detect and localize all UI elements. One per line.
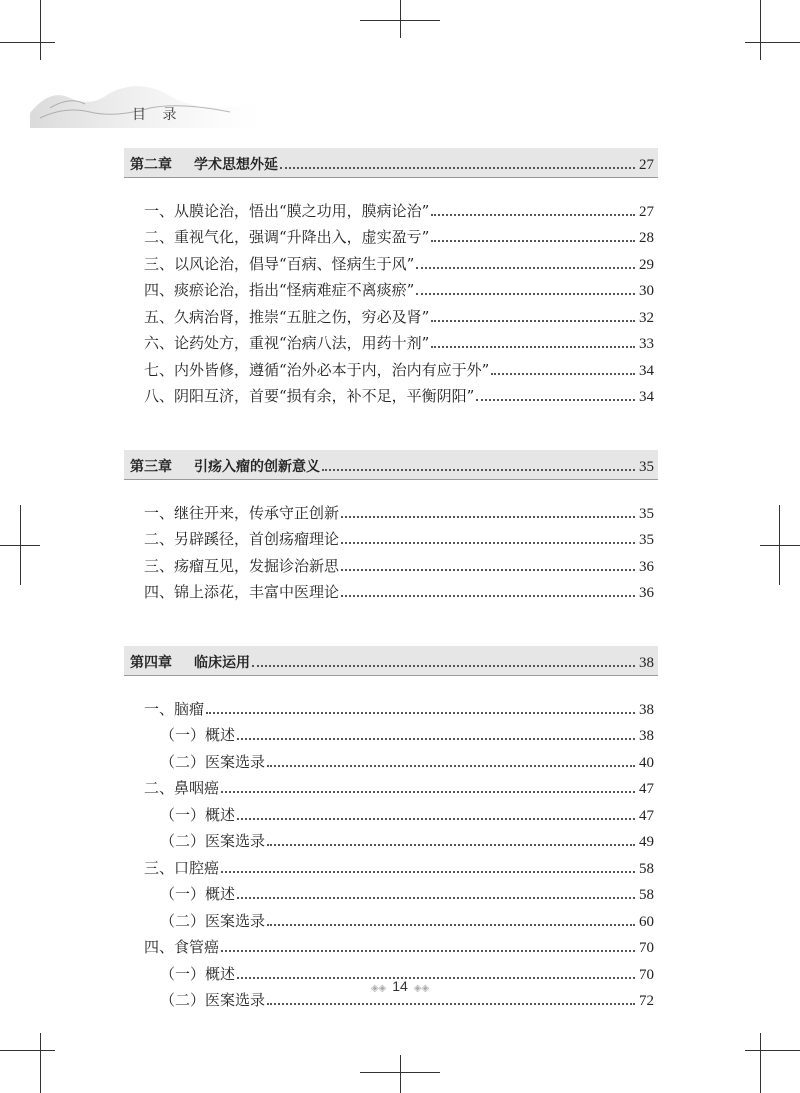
page-ref: 35 — [639, 532, 654, 548]
page-ref: 36 — [639, 558, 654, 575]
leader-dots — [431, 346, 635, 348]
page-ref: 28 — [639, 230, 654, 246]
leader-dots — [206, 712, 635, 714]
crop-mark — [760, 545, 800, 546]
page-number: 14 — [392, 978, 408, 994]
page-footer — [0, 978, 800, 994]
entry-title: 二、鼻咽癌 — [144, 779, 220, 797]
entry-title: （一）概述 — [160, 726, 236, 744]
page-ref: 34 — [639, 362, 654, 379]
entry-title: （一）概述 — [160, 885, 236, 903]
toc-entry[interactable] — [124, 878, 658, 905]
entry-title: 三、口腔癌 — [144, 858, 220, 877]
page-ref: 27 — [639, 203, 654, 220]
chapter-label: 第三章 — [130, 459, 172, 475]
leader-dots — [221, 950, 635, 952]
leader-dots — [416, 293, 635, 295]
entry-title: （二）医案选录 — [160, 752, 266, 771]
toc-entry[interactable] — [124, 745, 658, 772]
toc-entry[interactable] — [124, 194, 658, 221]
crop-mark — [0, 545, 40, 546]
toc-entry[interactable] — [124, 851, 658, 878]
page-ref: 27 — [639, 157, 654, 173]
toc-entry[interactable] — [124, 221, 658, 248]
toc-entry[interactable] — [124, 798, 658, 825]
toc-entry[interactable] — [124, 380, 658, 407]
leader-dots — [267, 765, 635, 767]
leader-dots — [476, 399, 635, 401]
leader-dots — [431, 240, 635, 242]
leader-dots — [267, 924, 635, 926]
crop-mark — [745, 42, 800, 43]
entry-title: （二）医案选录 — [160, 991, 266, 1009]
page-ref: 49 — [639, 834, 654, 850]
entry-title: 一、从膜论治，悟出“膜之功用，膜病论治” — [144, 201, 430, 220]
entry-title: 三、疡瘤互见，发掘诊治新思 — [144, 556, 340, 575]
entry-title: （二）医案选录 — [160, 911, 266, 930]
header-title: 目 录 — [132, 107, 183, 123]
leader-dots — [252, 665, 635, 667]
table-of-contents — [124, 148, 658, 1010]
toc-entry[interactable] — [124, 274, 658, 301]
entry-title: （二）医案选录 — [160, 832, 266, 850]
toc-entry[interactable] — [124, 719, 658, 746]
chapter-title: 临床运用 — [194, 655, 250, 671]
leader-dots — [237, 897, 635, 899]
page-ref: 30 — [639, 283, 654, 299]
leader-dots — [341, 516, 635, 518]
entry-title: 六、论药处方，重视“治病八法，用药十剂” — [144, 334, 430, 352]
page-ref: 32 — [639, 309, 654, 326]
entry-title: 四、锦上添花，丰富中医理论 — [144, 583, 340, 601]
leader-dots — [267, 844, 635, 846]
page-ref: 33 — [639, 336, 654, 352]
page-ref: 38 — [639, 701, 654, 718]
entry-title: 四、痰瘀论治，指出“怪病难症不离痰瘀” — [144, 281, 415, 299]
crop-mark — [0, 1050, 55, 1051]
leader-dots — [341, 595, 635, 597]
page-ref: 34 — [639, 389, 654, 405]
toc-entry[interactable] — [124, 576, 658, 603]
leader-dots — [431, 320, 635, 322]
crop-mark — [400, 0, 401, 38]
toc-entry[interactable] — [124, 247, 658, 274]
leader-dots — [280, 167, 635, 169]
toc-entry[interactable] — [124, 300, 658, 327]
entry-title: 一、脑瘤 — [144, 699, 205, 718]
toc-entry[interactable] — [124, 931, 658, 958]
entry-title: 四、食管癌 — [144, 938, 220, 956]
leader-dots — [491, 373, 635, 375]
entry-title: 八、阴阳互济，首要“损有余，补不足，平衡阴阳” — [144, 387, 475, 405]
toc-entry[interactable] — [124, 327, 658, 354]
entry-title: 五、久病治肾，推崇“五脏之伤，穷必及肾” — [144, 307, 430, 326]
crop-mark — [40, 0, 41, 60]
page-ref: 35 — [639, 505, 654, 522]
toc-entry[interactable] — [124, 496, 658, 523]
entry-title: （一）概述 — [160, 805, 236, 824]
chapter-heading[interactable] — [124, 450, 658, 480]
crop-mark — [760, 1033, 761, 1093]
entry-title: 七、内外皆修，遵循“治外必本于内，治内有应于外” — [144, 360, 490, 379]
toc-entry[interactable] — [124, 523, 658, 550]
chapter-label: 第二章 — [130, 157, 172, 173]
ornament-icon: ◈◈ — [413, 983, 430, 994]
entry-title: （一）概述 — [160, 964, 236, 983]
toc-entry[interactable] — [124, 692, 658, 719]
leader-dots — [237, 738, 635, 740]
page-ref: 70 — [639, 966, 654, 983]
toc-entry[interactable] — [124, 549, 658, 576]
chapter-heading[interactable] — [124, 646, 658, 676]
crop-mark — [0, 42, 55, 43]
crop-mark — [745, 1050, 800, 1051]
crop-mark — [360, 20, 440, 21]
crop-mark — [760, 0, 761, 60]
toc-entry[interactable] — [124, 772, 658, 799]
crop-mark — [400, 1055, 401, 1093]
page-ref: 29 — [639, 256, 654, 273]
page-ref: 35 — [639, 459, 654, 475]
chapter-heading[interactable] — [124, 148, 658, 178]
leader-dots — [341, 542, 635, 544]
page-ref: 72 — [639, 993, 654, 1009]
leader-dots — [221, 871, 635, 873]
leader-dots — [322, 469, 635, 471]
page-ref: 47 — [639, 807, 654, 824]
toc-entry[interactable] — [124, 353, 658, 380]
page-ref: 40 — [639, 754, 654, 771]
leader-dots — [237, 818, 635, 820]
leader-dots — [267, 1003, 635, 1005]
page-ref: 36 — [639, 585, 654, 601]
chapter-title: 引疡入瘤的创新意义 — [194, 459, 320, 475]
leader-dots — [416, 267, 635, 269]
entry-title: 一、继往开来，传承守正创新 — [144, 503, 340, 522]
toc-entry[interactable] — [124, 825, 658, 852]
page-ref: 70 — [639, 940, 654, 956]
ornament-icon: ◈◈ — [370, 983, 387, 994]
leader-dots — [431, 214, 635, 216]
chapter-label: 第四章 — [130, 655, 172, 671]
page-ref: 38 — [639, 728, 654, 744]
page-ref: 58 — [639, 860, 654, 877]
page-ref: 47 — [639, 781, 654, 797]
entry-title: 三、以风论治，倡导“百病、怪病生于风” — [144, 254, 415, 273]
crop-mark — [360, 1072, 440, 1073]
leader-dots — [221, 791, 635, 793]
chapter-title: 学术思想外延 — [194, 157, 278, 173]
entry-title: 二、重视气化，强调“升降出入，虚实盈亏” — [144, 228, 430, 246]
page-ref: 58 — [639, 887, 654, 903]
leader-dots — [341, 569, 635, 571]
page-ref: 60 — [639, 913, 654, 930]
page-ref: 38 — [639, 655, 654, 671]
crop-mark — [40, 1033, 41, 1093]
entry-title: 二、另辟蹊径，首创疡瘤理论 — [144, 530, 340, 548]
toc-entry[interactable] — [124, 904, 658, 931]
